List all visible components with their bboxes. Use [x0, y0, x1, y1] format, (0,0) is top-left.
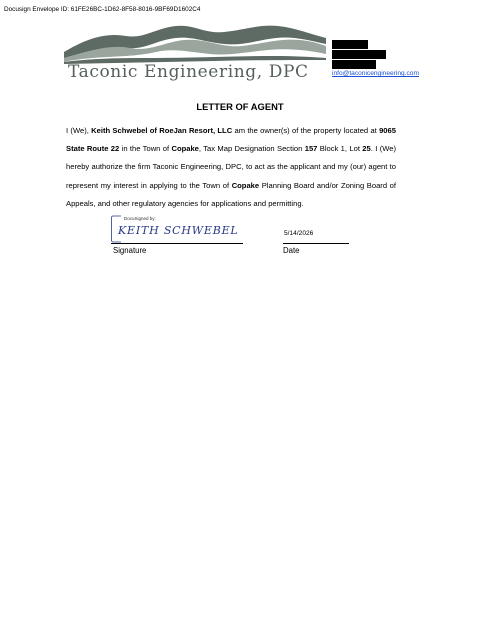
redaction-bar	[332, 50, 386, 59]
property-address: 9065 State Route 22	[66, 126, 396, 154]
company-logo	[64, 22, 326, 86]
body-text: am the owner(s) of the property located at	[232, 126, 380, 135]
town-name: Copake	[171, 144, 199, 154]
letter-body	[66, 122, 396, 213]
tax-section: 157	[304, 144, 318, 154]
body-text: in the Town of	[119, 144, 172, 154]
body-text: I (We),	[66, 126, 92, 135]
email-link[interactable]: info@taconicengineering.com	[332, 70, 419, 77]
date-caption: Date	[283, 246, 300, 255]
owner-name: Keith Schwebel of RoeJan Resort, LLC	[91, 126, 233, 135]
date-value: 5/14/2026	[284, 230, 314, 237]
signature-caption: Signature	[113, 246, 147, 255]
town-name: Copake	[231, 180, 260, 190]
body-text: Block 1, Lot	[317, 144, 363, 154]
company-name: Taconic Engineering, DPC	[68, 62, 309, 82]
mountains-icon	[64, 22, 326, 66]
docusign-envelope-id: Docusign Envelope ID: 61FE26BC-1D62-8F58-8016-9BF69D1602C4	[4, 6, 201, 13]
redaction-bar	[332, 60, 376, 69]
redaction-bar	[332, 40, 368, 49]
docusign-label: DocuSigned by:	[124, 216, 156, 221]
handwritten-signature: KEITH SCHWEBEL	[118, 224, 239, 237]
body-text: Planning Board and/or Zoning Board of Appeals, and other regulatory agencies for applications and permitting.	[66, 180, 397, 208]
tax-lot: 25	[362, 144, 371, 154]
body-text: , Tax Map Designation Section	[198, 144, 305, 154]
body-text: . I (We) hereby authorize the firm Taconic Engineering, DPC, to act as the applicant and my (our) agent to represent my interest in applying to the Town of	[66, 144, 397, 190]
document-title: LETTER OF AGENT	[196, 101, 284, 112]
date-line	[283, 243, 349, 244]
signature-line	[111, 243, 243, 244]
